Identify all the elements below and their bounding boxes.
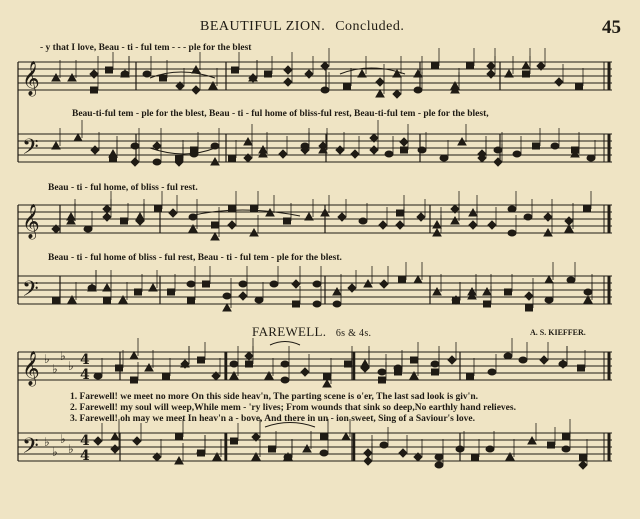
notehead [563,434,570,440]
page-number: 45 [602,17,621,38]
notehead [494,158,502,166]
lyric-line: Beau-ti-ful tem - ple for the blest, Beau - ti - ful home of bliss-ful rest, Beau-ti-ful tem - ple for the blest, [72,109,489,119]
notehead [116,365,123,371]
notehead [239,281,247,287]
notehead [414,87,422,93]
notehead [52,142,60,149]
lyric-line: Beau - ti - ful home of bliss - ful rest, Beau - ti - ful tem - ple for the blest. [48,253,342,263]
notehead [551,143,559,149]
notehead [292,280,300,288]
notehead [192,66,200,73]
notehead [528,437,536,444]
notehead [467,63,474,69]
notehead [576,83,583,89]
notehead [279,150,287,158]
treble-clef-icon: 𝄞 [22,204,40,239]
svg-text:♭: ♭ [44,435,50,449]
notehead [323,380,331,387]
clefs [22,61,40,464]
notehead [321,434,328,440]
notehead [131,377,138,383]
notehead [266,209,274,216]
bass-clef-icon: 𝄢 [22,434,39,464]
notehead [176,434,183,440]
notehead [229,206,236,212]
notehead [301,368,309,376]
notehead [467,373,474,379]
notehead [418,147,426,153]
notehead [487,70,495,78]
notehead [395,369,402,375]
notehead [559,361,567,367]
notehead [239,292,247,300]
notehead [269,446,276,452]
notehead [251,206,258,212]
notehead [486,446,494,452]
notehead [228,221,236,229]
bass-clef-icon: 𝄢 [22,277,39,307]
notehead [453,297,460,303]
notehead [578,365,585,371]
notehead [584,206,591,212]
notehead [414,70,422,77]
notehead [469,221,477,229]
notehead [513,151,521,157]
notehead [440,155,448,161]
notehead [379,221,387,229]
svg-text:♭: ♭ [52,362,58,376]
notehead [198,450,205,456]
notehead [131,158,139,166]
notehead [211,233,219,240]
notehead [483,288,491,295]
section-title [252,325,371,339]
notehead [358,70,366,77]
notehead [91,87,98,93]
notehead [94,437,102,445]
notehead [203,281,210,287]
notehead [379,377,386,383]
svg-text:♭: ♭ [68,359,74,373]
notehead [458,138,466,145]
notehead [508,206,516,212]
notehead [378,369,386,375]
notehead [104,297,111,303]
svg-text:4: 4 [80,433,90,449]
notehead [562,446,570,452]
notehead [250,229,258,236]
notehead [313,301,321,307]
notehead [523,71,530,77]
notehead [281,361,289,367]
notehead [533,143,540,149]
notehead [175,457,183,464]
notehead [106,67,113,73]
notehead [153,142,161,150]
notehead [540,356,548,364]
notehead [417,213,425,221]
bass-clef-icon: 𝄢 [22,135,39,165]
notehead [433,229,441,236]
notehead [433,221,441,228]
notehead [545,297,553,303]
notehead [74,134,82,141]
notehead [555,78,563,86]
notehead [587,155,595,161]
notehead [399,277,406,283]
notehead [244,138,252,145]
notehead [345,361,352,367]
notehead [508,230,516,236]
notehead [121,71,129,77]
svg-text:4: 4 [80,448,90,464]
notehead [130,352,138,359]
notehead [246,361,253,367]
notehead [584,289,592,295]
notehead [192,86,200,94]
notehead [519,357,527,363]
notehead [231,438,238,444]
notehead [305,213,313,220]
notehead [400,138,408,146]
notehead [526,305,533,311]
notehead [504,353,512,359]
notehead [431,361,439,367]
notehead [133,437,141,445]
notehead [90,70,98,78]
notehead [212,222,219,228]
notehead [548,442,555,448]
svg-text:♭: ♭ [60,349,66,363]
notehead [229,155,236,161]
notehead [284,218,291,224]
notehead [163,373,170,379]
notehead [324,373,331,379]
notehead [380,442,388,448]
notehead [52,74,60,81]
notehead [333,301,341,307]
notehead [103,213,111,221]
notehead [284,66,292,74]
notehead [565,217,573,225]
notehead [94,373,102,379]
notehead [494,147,502,153]
notehead [344,83,351,89]
hymn-subtitle: Concluded. [335,19,405,34]
notehead [505,70,513,77]
notehead [84,226,92,232]
svg-text:♭: ♭ [52,445,58,459]
notehead [198,357,205,363]
notehead [293,301,300,307]
notehead [544,229,552,236]
notehead [432,63,439,69]
notehead [414,276,422,283]
notehead [524,214,532,220]
treble-clef-icon: 𝄞 [22,61,40,96]
notehead [169,209,177,217]
notehead [472,454,479,460]
notehead [505,289,512,295]
notehead [136,213,144,220]
notehead [488,221,496,229]
notehead [111,433,119,440]
svg-text:♭: ♭ [44,352,50,366]
notehead [393,90,401,98]
lyric-line: Beau - ti - ful home, of bliss - ful rest. [48,183,198,193]
notehead [580,454,587,460]
notehead [364,457,372,465]
notehead [359,218,367,224]
notehead [284,78,292,86]
notehead [211,158,219,165]
notehead [401,147,408,153]
notehead [469,209,477,216]
notehead [385,151,393,157]
notehead [448,356,456,364]
composer-credit: A. S. KIEFFER. [530,328,586,337]
notehead [376,78,384,86]
notehead [432,369,439,375]
notehead [348,284,356,292]
notehead [342,433,350,440]
notehead [488,369,496,375]
notehead [351,150,359,158]
notehead [155,206,162,212]
notehead [544,213,552,221]
notehead [376,90,384,97]
notehead [321,87,329,93]
notehead [135,289,142,295]
notehead [223,293,231,299]
svg-text:♭: ♭ [68,442,74,456]
notehead [68,74,76,81]
notehead [305,70,313,78]
verse-line: 1. Farewell! we meet no more On this side heav'n, The parting scene is o'er, The last sad look is giv'n. [70,392,478,402]
svg-text:♭: ♭ [60,432,66,446]
notehead [103,284,111,291]
final-barlines [604,62,609,461]
notehead [168,289,175,295]
notehead [522,62,530,69]
notehead [284,454,292,460]
notehead [160,75,167,81]
notehead [433,288,441,295]
notehead [451,217,459,224]
notehead [336,146,344,154]
notehead [188,297,195,303]
notehead [313,281,321,287]
notehead [525,292,533,300]
notehead [567,277,575,283]
notehead [131,143,139,149]
notehead [149,284,157,291]
notehead [364,449,372,457]
notehead [456,446,464,452]
notehead [435,454,443,460]
notehead [230,361,238,367]
notehead [255,297,263,303]
notehead [370,146,378,154]
notehead [397,210,404,216]
notehead [399,449,407,457]
notehead [484,301,491,307]
verse-line: 2. Farewell! my soul will weep,While mem - 'ry lives; From wounds that sink so deep,No earthly hand relieves. [70,403,516,413]
notehead [145,364,153,371]
notehead [53,297,60,303]
notehead [232,67,239,73]
notehead [361,360,369,367]
notehead [579,461,587,469]
treble-clef-icon: 𝄞 [22,351,40,386]
notehead [265,71,272,77]
notehead [143,71,151,77]
notehead [303,445,311,452]
notehead [411,357,418,363]
notehead [320,450,328,456]
farewell-title: FAREWELL. [252,324,327,339]
notehead [545,276,553,283]
notehead [109,150,117,157]
notehead [396,221,404,229]
notehead [111,445,119,453]
notehead [338,213,346,221]
notehead [270,281,278,287]
notehead [121,218,128,224]
notehead [223,304,231,311]
lyric-line: - y that I love, Beau - ti - ful tem - - - ple for the blest [40,43,252,53]
notehead [333,288,341,295]
svg-text:4: 4 [80,367,90,383]
notehead [281,377,289,383]
notehead [380,280,388,288]
svg-text:4: 4 [80,352,90,368]
notehead [321,209,329,216]
hymn-title: BEAUTIFUL ZION. [200,19,326,34]
notehead [435,462,443,468]
notehead [153,159,161,165]
verse-line: 3. Farewell! oh may we meet In heav'n a - bove, And there in un - ion sweet, Sing of a Saviour's love. [70,414,475,424]
notehead [364,280,372,287]
notehead [187,281,195,287]
farewell-meter: 6s & 4s. [335,328,372,339]
notehead [91,146,99,154]
